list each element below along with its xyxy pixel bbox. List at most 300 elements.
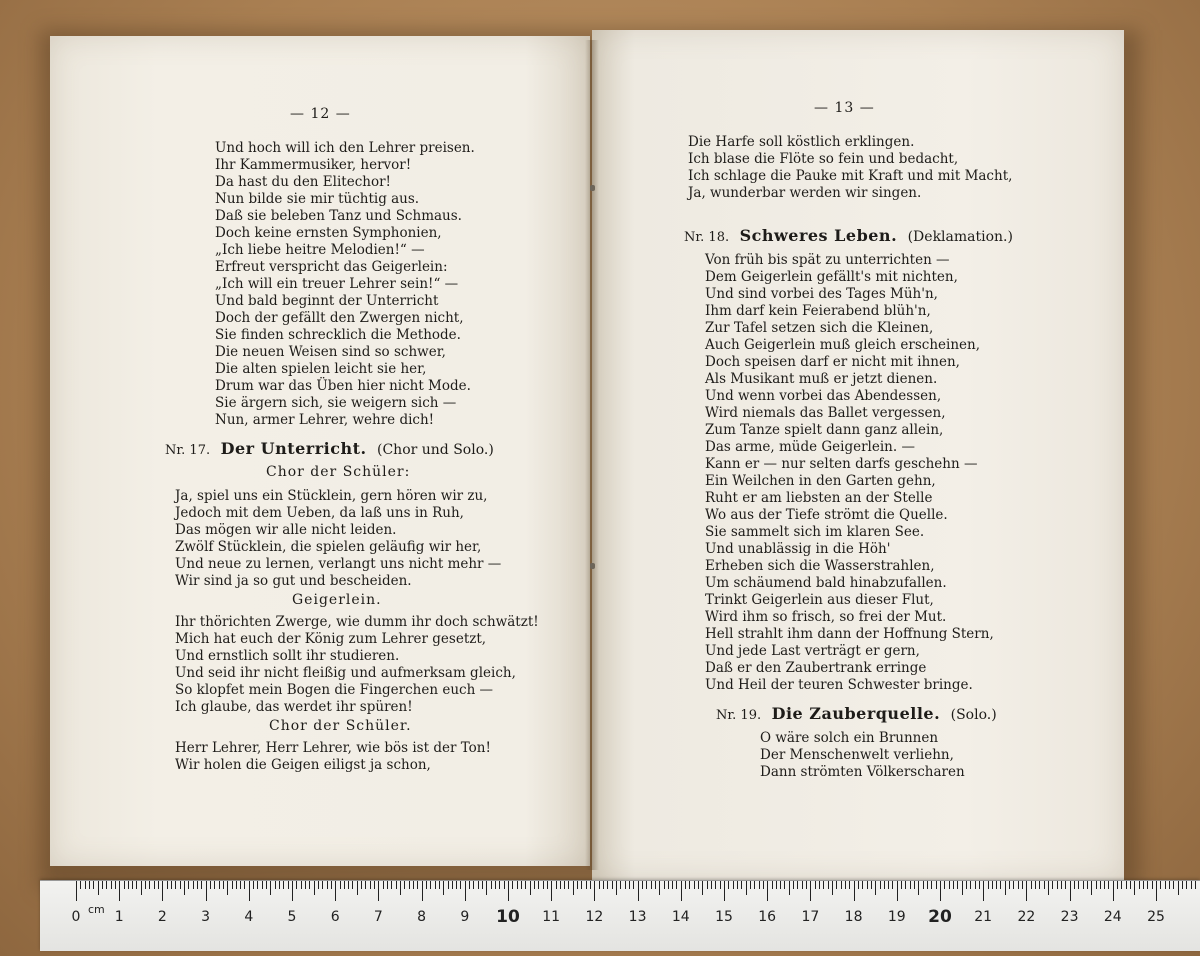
section-number: Nr. 19.: [716, 708, 762, 723]
ruler-tick: [880, 881, 881, 889]
ruler-number: 3: [201, 909, 211, 925]
ruler-tick: [197, 881, 198, 889]
section-note: (Chor und Solo.): [377, 442, 494, 458]
verse-line: Wir holen die Geigen eiligst ja schon,: [175, 757, 431, 773]
ruler-tick: [378, 881, 379, 901]
ruler-tick: [776, 881, 777, 889]
ruler-tick: [387, 881, 388, 889]
ruler-tick: [936, 881, 937, 889]
ruler-tick: [124, 881, 125, 889]
ruler-tick: [746, 881, 747, 895]
ruler-tick: [573, 881, 574, 895]
ruler-number: 19: [887, 909, 906, 925]
verse-line: Wird niemals das Ballet vergessen,: [705, 405, 946, 421]
ruler-tick: [361, 881, 362, 889]
ruler-tick: [89, 881, 90, 889]
verse-line: Die alten spielen leicht sie her,: [215, 361, 427, 377]
ruler-tick: [508, 881, 509, 901]
section-17-heading: [165, 439, 494, 458]
ruler-tick: [862, 881, 863, 889]
ruler-tick: [357, 881, 358, 895]
verse-line: Und Heil der teuren Schwester bringe.: [705, 677, 973, 693]
ruler-tick: [970, 881, 971, 889]
ruler-tick: [180, 881, 181, 889]
ruler-tick: [910, 881, 911, 889]
verse-line: Ihm darf kein Feierabend blüh'n,: [705, 303, 931, 319]
verse-line: Und unablässig in die Höh': [705, 541, 891, 557]
ruler-tick: [1143, 881, 1144, 889]
verse-line: Zur Tafel setzen sich die Kleinen,: [705, 320, 934, 336]
ruler-tick: [1070, 881, 1071, 901]
ruler-tick: [979, 881, 980, 889]
ruler-tick: [836, 881, 837, 889]
ruler-tick: [892, 881, 893, 889]
ruler-tick: [1139, 881, 1140, 889]
ruler-number: 2: [157, 909, 167, 925]
ruler-tick: [279, 881, 280, 889]
ruler-number: 7: [373, 909, 383, 925]
ruler-tick: [530, 881, 531, 895]
ruler-tick: [223, 881, 224, 889]
ruler-tick: [737, 881, 738, 889]
verse-line: Dem Geigerlein gefällt's mit nichten,: [705, 269, 958, 285]
ruler-tick: [1134, 881, 1135, 895]
staple-top: [590, 185, 595, 191]
ruler-tick: [715, 881, 716, 889]
ruler-tick: [80, 881, 81, 889]
verse-line: „Ich liebe heitre Melodien!“ —: [215, 242, 425, 258]
ruler-tick: [422, 881, 423, 901]
ruler-tick: [1195, 881, 1196, 889]
ruler-tick: [219, 881, 220, 889]
verse-line: Zum Tanze spielt dann ganz allein,: [705, 422, 944, 438]
ruler-tick: [975, 881, 976, 889]
ruler-tick: [521, 881, 522, 889]
ruler-tick: [1091, 881, 1092, 895]
verse-line: Um schäumend bald hinabzufallen.: [705, 575, 947, 591]
ruler-tick: [119, 881, 120, 901]
ruler-tick: [404, 881, 405, 889]
speaker-heading: Chor der Schüler.: [269, 718, 412, 734]
ruler-tick: [314, 881, 315, 895]
ruler-tick: [841, 881, 842, 889]
ruler-tick: [396, 881, 397, 889]
ruler-tick: [266, 881, 267, 889]
ruler-tick: [132, 881, 133, 889]
ruler-tick: [1013, 881, 1014, 889]
ruler-tick: [288, 881, 289, 889]
ruler-tick: [305, 881, 306, 889]
verse-line: Sie ärgern sich, sie weigern sich —: [215, 395, 457, 411]
verse-line: Die neuen Weisen sind so schwer,: [215, 344, 446, 360]
ruler-tick: [867, 881, 868, 889]
ruler-tick: [594, 881, 595, 901]
ruler-tick: [871, 881, 872, 889]
verse-line: Erfreut verspricht das Geigerlein:: [215, 259, 448, 275]
ruler-tick: [296, 881, 297, 889]
page-number-right: — 13 —: [814, 100, 875, 116]
ruler-number: 21: [974, 909, 993, 925]
ruler-tick: [115, 881, 116, 889]
ruler-tick: [1100, 881, 1101, 889]
verse-line: Wird ihm so frisch, so frei der Mut.: [705, 609, 947, 625]
ruler-tick: [651, 881, 652, 889]
ruler-tick: [741, 881, 742, 889]
ruler-tick: [162, 881, 163, 901]
verse-line: Ja, wunderbar werden wir singen.: [688, 185, 922, 201]
ruler-tick: [391, 881, 392, 889]
ruler-tick: [802, 881, 803, 889]
section-18-heading: [684, 226, 1013, 245]
ruler-tick: [810, 881, 811, 901]
ruler-tick: [625, 881, 626, 889]
ruler-tick: [957, 881, 958, 889]
ruler-number: 10: [496, 907, 520, 927]
ruler-tick: [603, 881, 604, 889]
ruler-tick: [1152, 881, 1153, 889]
ruler-tick: [102, 881, 103, 889]
ruler-number: 4: [244, 909, 254, 925]
ruler-tick: [815, 881, 816, 889]
ruler-number: 13: [628, 909, 647, 925]
ruler-tick: [236, 881, 237, 889]
ruler-tick: [1104, 881, 1105, 889]
ruler-tick: [435, 881, 436, 889]
verse-line: Das arme, müde Geigerlein. —: [705, 439, 915, 455]
ruler-tick: [1026, 881, 1027, 901]
verse-line: Sie sammelt sich im klaren See.: [705, 524, 925, 540]
verse-line: Und wenn vorbei das Abendessen,: [705, 388, 942, 404]
ruler-tick: [1160, 881, 1161, 889]
verse-line: Da hast du den Elitechor!: [215, 174, 391, 190]
ruler-tick: [1078, 881, 1079, 889]
verse-line: Ich blase die Flöte so fein und bedacht,: [688, 151, 959, 167]
ruler-tick: [944, 881, 945, 889]
verse-line: Herr Lehrer, Herr Lehrer, wie bös ist der Ton!: [175, 740, 491, 756]
verse-line: O wäre solch ein Brunnen: [760, 730, 939, 746]
ruler-tick: [1057, 881, 1058, 889]
ruler-tick: [616, 881, 617, 895]
ruler-tick: [253, 881, 254, 889]
ruler-tick: [478, 881, 479, 889]
ruler-number: 8: [417, 909, 427, 925]
ruler-tick: [98, 881, 99, 895]
ruler-unit-label: cm: [88, 903, 105, 916]
section-number: Nr. 18.: [684, 230, 730, 245]
verse-line: Ich schlage die Pauke mit Kraft und mit Macht,: [688, 168, 1013, 184]
verse-line: Jedoch mit dem Ueben, da laß uns in Ruh,: [175, 505, 464, 521]
ruler-number: 14: [671, 909, 690, 925]
ruler-tick: [370, 881, 371, 889]
ruler-number: 15: [715, 909, 733, 925]
ruler-tick: [759, 881, 760, 889]
ruler-tick: [232, 881, 233, 889]
ruler-tick: [707, 881, 708, 889]
ruler-tick: [962, 881, 963, 895]
verse-line: Die Harfe soll köstlich erklingen.: [688, 134, 915, 150]
ruler-tick: [940, 881, 941, 901]
ruler-tick: [473, 881, 474, 889]
ruler-tick: [283, 881, 284, 889]
left-page: [50, 36, 590, 866]
ruler-tick: [784, 881, 785, 889]
verse-line: Und bald beginnt der Unterricht: [215, 293, 439, 309]
ruler-tick: [335, 881, 336, 901]
ruler-tick: [1191, 881, 1192, 889]
ruler-tick: [1065, 881, 1066, 889]
ruler-tick: [1156, 881, 1157, 901]
ruler-tick: [633, 881, 634, 889]
ruler-tick: [136, 881, 137, 889]
ruler-tick: [828, 881, 829, 889]
ruler-tick: [145, 881, 146, 889]
ruler-tick: [918, 881, 919, 895]
ruler-tick: [1044, 881, 1045, 889]
ruler-tick: [240, 881, 241, 889]
ruler-tick: [504, 881, 505, 889]
section-note: (Deklamation.): [907, 229, 1013, 245]
ruler-tick: [1121, 881, 1122, 889]
ruler-tick: [672, 881, 673, 889]
ruler-tick: [858, 881, 859, 889]
ruler-tick: [897, 881, 898, 901]
ruler-tick: [111, 881, 112, 889]
ruler-tick: [577, 881, 578, 889]
ruler-tick: [927, 881, 928, 889]
ruler-tick: [1108, 881, 1109, 889]
ruler-tick: [400, 881, 401, 895]
ruler-tick: [901, 881, 902, 889]
ruler-tick: [685, 881, 686, 889]
ruler-tick: [426, 881, 427, 889]
ruler-tick: [93, 881, 94, 889]
verse-line: Doch speisen darf er nicht mit ihnen,: [705, 354, 960, 370]
ruler-tick: [201, 881, 202, 889]
section-number: Nr. 17.: [165, 443, 211, 458]
ruler-number: 18: [844, 909, 863, 925]
ruler-tick: [988, 881, 989, 889]
ruler-tick: [383, 881, 384, 889]
ruler-tick: [668, 881, 669, 889]
verse-line: Und sind vorbei des Tages Müh'n,: [705, 286, 938, 302]
verse-line: Doch keine ernsten Symphonien,: [215, 225, 442, 241]
ruler-tick: [763, 881, 764, 889]
verse-line: Ein Weilchen in den Garten gehn,: [705, 473, 936, 489]
ruler-tick: [85, 881, 86, 889]
ruler-tick: [875, 881, 876, 895]
ruler-tick: [184, 881, 185, 895]
ruler-tick: [754, 881, 755, 889]
speaker-heading: Geigerlein.: [292, 592, 382, 608]
ruler-tick: [646, 881, 647, 889]
verse-line: Mich hat euch der König zum Lehrer gesetzt,: [175, 631, 487, 647]
ruler-tick: [612, 881, 613, 889]
ruler-tick: [694, 881, 695, 889]
ruler-tick: [806, 881, 807, 889]
ruler-tick: [1130, 881, 1131, 889]
ruler-tick: [365, 881, 366, 889]
ruler-tick: [1096, 881, 1097, 889]
verse-line: Doch der gefällt den Zwergen nicht,: [215, 310, 464, 326]
verse-line: Daß sie beleben Tanz und Schmaus.: [215, 208, 462, 224]
ruler-tick: [538, 881, 539, 889]
ruler-tick: [327, 881, 328, 889]
verse-line: Trinkt Geigerlein aus dieser Flut,: [705, 592, 934, 608]
ruler-tick: [1061, 881, 1062, 889]
ruler-tick: [1018, 881, 1019, 889]
ruler-tick: [1052, 881, 1053, 889]
ruler-tick: [158, 881, 159, 889]
verse-line: Als Musikant muß er jetzt dienen.: [705, 371, 938, 387]
ruler-tick: [854, 881, 855, 901]
verse-line: Und neue zu lernen, verlangt uns nicht mehr —: [175, 556, 502, 572]
verse-line: Hell strahlt ihm dann der Hoffnung Stern,: [705, 626, 994, 642]
ruler-tick: [206, 881, 207, 901]
ruler-tick: [249, 881, 250, 901]
ruler-tick: [923, 881, 924, 889]
verse-line: So klopfet mein Bogen die Fingerchen euch —: [175, 682, 494, 698]
ruler-tick: [1031, 881, 1032, 889]
verse-line: Und seid ihr nicht fleißig und aufmerksam gleich,: [175, 665, 516, 681]
ruler-tick: [486, 881, 487, 895]
ruler-tick: [227, 881, 228, 895]
verse-line: Ja, spiel uns ein Stücklein, gern hören wir zu,: [175, 488, 488, 504]
verse-line: Und hoch will ich den Lehrer preisen.: [215, 140, 475, 156]
verse-line: Wir sind ja so gut und bescheiden.: [175, 573, 412, 589]
ruler-tick: [1000, 881, 1001, 889]
ruler-tick: [482, 881, 483, 889]
ruler-tick: [512, 881, 513, 889]
verse-line: Der Menschenwelt verliehn,: [760, 747, 954, 763]
ruler-tick: [819, 881, 820, 889]
verse-line: Wo aus der Tiefe strömt die Quelle.: [705, 507, 948, 523]
ruler-number: 5: [287, 909, 297, 925]
ruler-tick: [568, 881, 569, 889]
ruler-number: 25: [1147, 909, 1165, 925]
ruler-number: 12: [585, 909, 604, 925]
ruler-tick: [1022, 881, 1023, 889]
ruler-tick: [789, 881, 790, 895]
ruler-tick: [154, 881, 155, 889]
ruler-tick: [560, 881, 561, 889]
ruler-tick: [448, 881, 449, 889]
ruler-tick: [884, 881, 885, 889]
ruler-tick: [348, 881, 349, 889]
ruler-tick: [465, 881, 466, 901]
right-page: [592, 30, 1124, 880]
ruler-tick: [1147, 881, 1148, 889]
verse-line: Zwölf Stücklein, die spielen geläufig wir her,: [175, 539, 482, 555]
ruler-tick: [171, 881, 172, 889]
ruler-tick: [1169, 881, 1170, 889]
ruler-tick: [620, 881, 621, 889]
ruler-tick: [76, 881, 77, 901]
ruler-tick: [676, 881, 677, 889]
verse-line: Kann er — nur selten darfs geschehn —: [705, 456, 978, 472]
ruler-tick: [888, 881, 889, 889]
verse-line: Ruht er am liebsten an der Stelle: [705, 490, 933, 506]
ruler-tick: [499, 881, 500, 889]
ruler-tick: [491, 881, 492, 889]
ruler-tick: [733, 881, 734, 889]
ruler-tick: [638, 881, 639, 901]
ruler-tick: [175, 881, 176, 889]
ruler-tick: [469, 881, 470, 889]
ruler-tick: [417, 881, 418, 889]
ruler-tick: [1083, 881, 1084, 889]
ruler-tick: [581, 881, 582, 889]
verse-line: Nun bilde sie mir tüchtig aus.: [215, 191, 420, 207]
ruler-tick: [607, 881, 608, 889]
ruler-number: 16: [758, 909, 777, 925]
ruler-tick: [210, 881, 211, 889]
ruler-tick: [244, 881, 245, 889]
ruler-tick: [1173, 881, 1174, 889]
ruler-tick: [905, 881, 906, 889]
ruler-tick: [1186, 881, 1187, 889]
ruler-tick: [949, 881, 950, 889]
verse-line: Dann strömten Völkerscharen: [760, 764, 965, 780]
ruler-tick: [301, 881, 302, 889]
ruler-tick: [1074, 881, 1075, 889]
ruler-tick: [106, 881, 107, 889]
ruler-tick: [495, 881, 496, 889]
verse-line: Von früh bis spät zu unterrichten —: [705, 252, 950, 268]
ruler-tick: [543, 881, 544, 889]
verse-line: Ich glaube, das werdet ihr spüren!: [175, 699, 413, 715]
ruler-tick: [992, 881, 993, 889]
ruler-tick: [720, 881, 721, 889]
ruler-tick: [590, 881, 591, 889]
ruler-tick: [1048, 881, 1049, 895]
ruler-tick: [966, 881, 967, 889]
section-title: Schweres Leben.: [739, 226, 898, 245]
book-gutter: [585, 40, 599, 870]
ruler-tick: [629, 881, 630, 889]
ruler-tick: [793, 881, 794, 889]
ruler-tick: [149, 881, 150, 889]
verse-line: Ihr Kammermusiker, hervor!: [215, 157, 412, 173]
ruler-tick: [823, 881, 824, 889]
section-19-heading: [716, 704, 997, 723]
ruler-tick: [128, 881, 129, 889]
verse-line: Das mögen wir alle nicht leiden.: [175, 522, 397, 538]
ruler-tick: [525, 881, 526, 889]
ruler-tick: [642, 881, 643, 889]
ruler-tick: [689, 881, 690, 889]
ruler-tick: [214, 881, 215, 889]
ruler-tick: [681, 881, 682, 901]
ruler-number: 22: [1017, 909, 1036, 925]
ruler-tick: [1182, 881, 1183, 889]
ruler-tick: [430, 881, 431, 889]
ruler-tick: [664, 881, 665, 889]
ruler-tick: [914, 881, 915, 889]
ruler-tick: [322, 881, 323, 889]
verse-line: Und jede Last verträgt er gern,: [705, 643, 920, 659]
ruler-tick: [452, 881, 453, 889]
ruler-tick: [309, 881, 310, 889]
ruler-tick: [996, 881, 997, 889]
staple-bottom: [590, 563, 595, 569]
ruler-tick: [141, 881, 142, 895]
ruler-tick: [443, 881, 444, 895]
ruler-tick: [1005, 881, 1006, 895]
ruler-tick: [772, 881, 773, 889]
ruler-tick: [318, 881, 319, 889]
ruler-number: 9: [460, 909, 470, 925]
verse-line: „Ich will ein treuer Lehrer sein!“ —: [215, 276, 459, 292]
